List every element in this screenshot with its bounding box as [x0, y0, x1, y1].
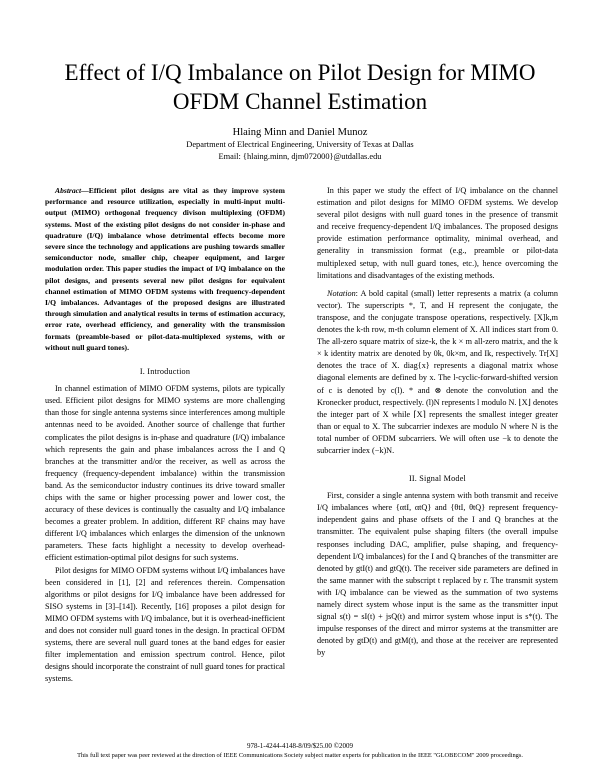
- section-heading-introduction: I. Introduction: [139, 367, 191, 377]
- intro-paragraph-2: Pilot designs for MIMO OFDM systems without I/Q imbalances have been considered in [1], [2] and references therein. Compensation algorithms or pilot designs for I/Q imbalance have been addressed for SISO systems in [3]–[14]). Recently, [16] proposes a pilot design for MIMO OFDM systems with I/Q imbalance, but it is overhead-inefficient and does not consider null guard tones in the design. In practical OFDM systems, there are several null guard tones at the band edges for easier filter implementation and emission spectrum control. Hence, pilot designs should incorporate the constraint of null guard tones for practical systems.: [45, 565, 285, 684]
- footer-isbn: 978-1-4244-4148-8/09/$25.00 ©2009: [246, 742, 354, 750]
- paper-title: Effect of I/Q Imbalance on Pilot Design for MIMO OFDM Channel Estimation: [64, 60, 536, 114]
- notation-paragraph: [317, 288, 558, 457]
- abstract: [45, 185, 285, 353]
- intro-paragraph-1: In channel estimation of MIMO OFDM systems, pilots are typically used. Efficient pilot designs for MIMO systems are more challenging than those for single antenna systems since interferences among multiple antennas need to be avoided. Another source of challenge that further complicates the pilot designs is in-phase and quadrature (I/Q) imbalance which represents the gain and phase imbalances across the I and Q branches at the transmitter and/or the receiver, as well as across the frequency (frequency-dependent imbalance) within the transmission band. As the semiconductor industry continues its drive toward smaller chips with the same or higher processing power and lower cost, the accuracy of these devices is continually the casualty and I/Q imbalance becomes a greater problem. In addition, different RF chains may have different I/Q imbalances which enlarges the dimension of the unknown parameters. These facts highlight a necessity to develop overhead-efficient estimation-optimal pilot designs for such systems.: [45, 384, 285, 563]
- left-column: [45, 185, 285, 685]
- paper-email: Email: {hlaing.minn, djm072000}@utdallas.edu: [218, 152, 382, 161]
- paper-affiliation: Department of Electrical Engineering, University of Texas at Dallas: [186, 140, 414, 149]
- right-column: [317, 185, 558, 659]
- section-heading-signal-model: II. Signal Model: [408, 474, 467, 484]
- signal-model-paragraph: First, consider a single antenna system with both transmit and receive I/Q imbalances where {αtI, αtQ} and {θtI, θtQ} represent frequency-independent gains and phase offsets of the I and Q branches at the transmitter. The equivalent pulse shaping filters (the overall impulse responses including DAC, amplifier, pulse shaping, and frequency-dependent I/Q imbalances) for the I and Q branches of the transmitter are denoted by gtI(t) and gtQ(t). The receiver side parameters are defined in the same manner with the subscript t replaced by r. The transmit system with I/Q imbalance can be viewed as the summation of two systems namely direct system whose input is the same as the transmitter input signal s(t) = sI(t) + jsQ(t) and mirror system whose input is s*(t). The impulse responses of the direct and mirror systems at the transmitter are denoted by gtD(t) and gtM(t), and those at the receiver are represented by: [317, 491, 558, 658]
- abstract-text: —Efficient pilot designs are vital as they improve system performance and resource utilization, especially in multi-input multi-output (MIMO) orthogonal frequency divison multiplexing (OFDM) systems. Most of the existing pilot designs do not consider in-phase and quadrature (I/Q) imbalance whose detrimental effects become more severe since the technology and applications are pushing towards smaller semiconductor node, smaller chip, cheaper equipment, and larger modulation order. This paper studies the impact of I/Q imbalance on the pilot designs, and presents several new pilot designs for equivalent channel estimation of MIMO OFDM systems with frequency-dependent I/Q imbalances. Advantages of the proposed designs are illustrated through simulation and analytical results in terms of estimation accuracy, error rate, overhead efficiency, and generality with the transmission formats (preamble-based or pilot-data-multiplexed systems, with or without null guard tones).: [45, 186, 285, 352]
- intro-paragraph-3: In this paper we study the effect of I/Q imbalance on the channel estimation and pilot designs for MIMO OFDM systems. We develop several pilot designs with null guard tones in the presence of transmit and receive frequency-dependent I/Q imbalances. The proposed designs provide estimation performance optimality, minimal overhead, and generality in transmission format (e.g., preamble or pilot-data multiplexed setup, with null guard tones, etc.), hence overcoming the limitations and disadvantages of the existing methods.: [317, 186, 558, 280]
- abstract-label: Abstract: [55, 186, 82, 195]
- notation-label: Notation: [327, 288, 356, 298]
- footer-note: This full text paper was peer reviewed at the direction of IEEE Communications Society subject matter experts for publication in the IEEE "GLOBECOM" 2009 proceedings.: [77, 752, 523, 759]
- notation-text: : A bold capital (small) letter represents a matrix (a column vector). The superscripts *, T, and H represent the conjugate, the transpose, and the conjugate transpose operations, respectively. [X]k,m denotes the k-th row, m-th column element of X. All indices start from 0. The all-zero square matrix of size-k, the k × m all-zero matrix, and the k × k identity matrix are denoted by 0k, 0k×m, and Ik, respectively. Tr[X] denotes the trace of X. diag{x} represents a diagonal matrix whose diagonal elements are defined by x. The l-cyclic-forward-shifted version of c is denoted by c(l). * and ⊗ denote the convolution and the Kronecker product, respectively. (l)N represents l modulo N. ⌊X⌋ denotes the integer part of X while ⌈X⌉ represents the smallest integer greater than or equal to X. The subcarrier indexes are modulo N where N is the total number of OFDM subcarriers. We will often use −k to denote the subcarrier index (−k)N.: [317, 288, 558, 455]
- paper-authors: Hlaing Minn and Daniel Munoz: [232, 127, 368, 138]
